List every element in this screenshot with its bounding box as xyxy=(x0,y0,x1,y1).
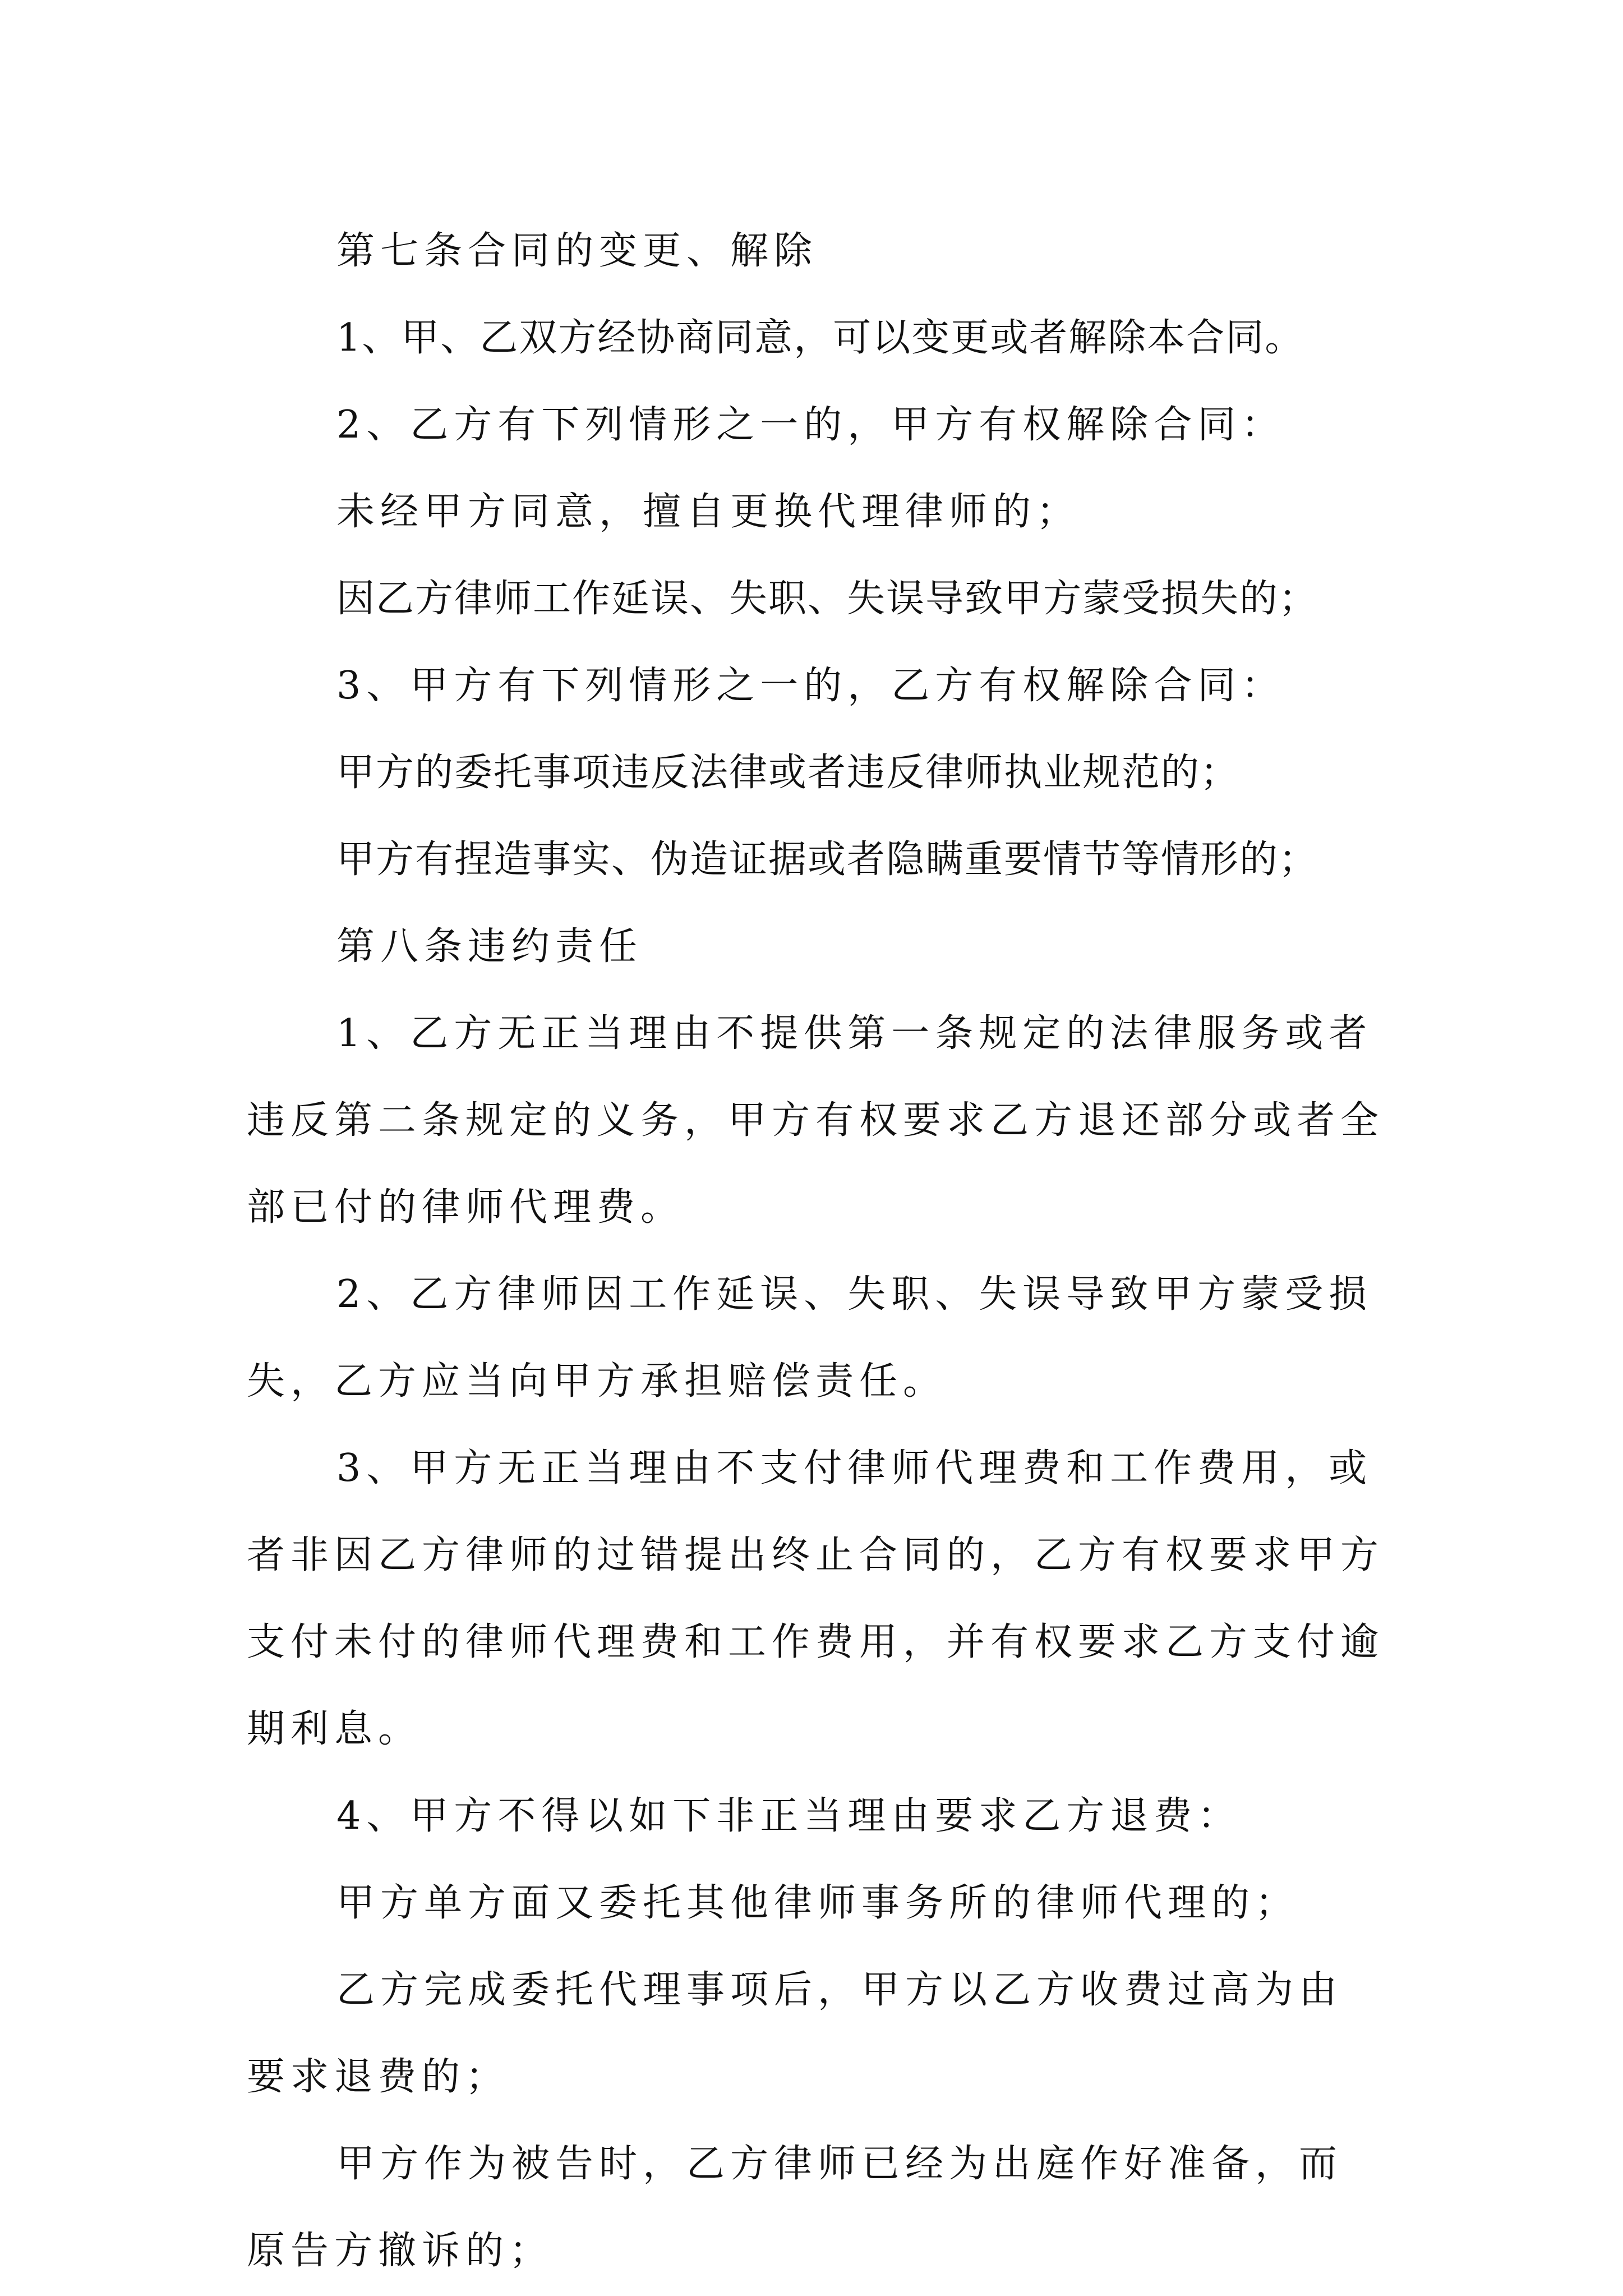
document-body xyxy=(247,208,1385,2294)
paragraph: 1、乙方无正当理由不提供第一条规定的法律服务或者违反第二条规定的义务，甲方有权要求乙方退还部分或者全部已付的律师代理费。 xyxy=(247,1011,1385,1230)
paragraph: 甲方作为被告时，乙方律师已经为出庭作好准备，而原告方撤诉的； xyxy=(247,2142,1343,2273)
paragraph: 甲方的委托事项违反法律或者违反律师执业规范的； xyxy=(336,751,1240,795)
paragraph: 因乙方律师工作延误、失职、失误导致甲方蒙受损失的； xyxy=(336,577,1318,621)
paragraph: 1、甲、乙双方经协商同意，可以变更或者解除本合同。 xyxy=(336,316,1304,360)
paragraph: 2、乙方律师因工作延误、失职、失误导致甲方蒙受损失，乙方应当向甲方承担赔偿责任。 xyxy=(247,1272,1373,1404)
paragraph: 甲方有捏造事实、伪造证据或者隐瞒重要情节等情形的； xyxy=(336,838,1318,882)
paragraph: 3、甲方有下列情形之一的，乙方有权解除合同： xyxy=(336,664,1285,708)
paragraph: 2、乙方有下列情形之一的，甲方有权解除合同： xyxy=(336,403,1285,447)
paragraph: 乙方完成委托代理事项后，甲方以乙方收费过高为由要求退费的； xyxy=(247,1968,1343,2099)
paragraph: 3、甲方无正当理由不支付律师代理费和工作费用，或者非因乙方律师的过错提出终止合同的，乙方有权要求甲方支付未付的律师代理费和工作费用，并有权要求乙方支付逾期利息。 xyxy=(247,1446,1385,1751)
paragraph: 未经甲方同意，擅自更换代理律师的； xyxy=(336,490,1081,534)
article-7-heading: 第七条合同的变更、解除 xyxy=(336,229,818,273)
paragraph: 甲方单方面又委托其他律师事务所的律师代理的； xyxy=(336,1881,1299,1925)
paragraph: 4、甲方不得以如下非正当理由要求乙方退费： xyxy=(336,1794,1242,1838)
article-8-heading: 第八条违约责任 xyxy=(336,924,643,969)
